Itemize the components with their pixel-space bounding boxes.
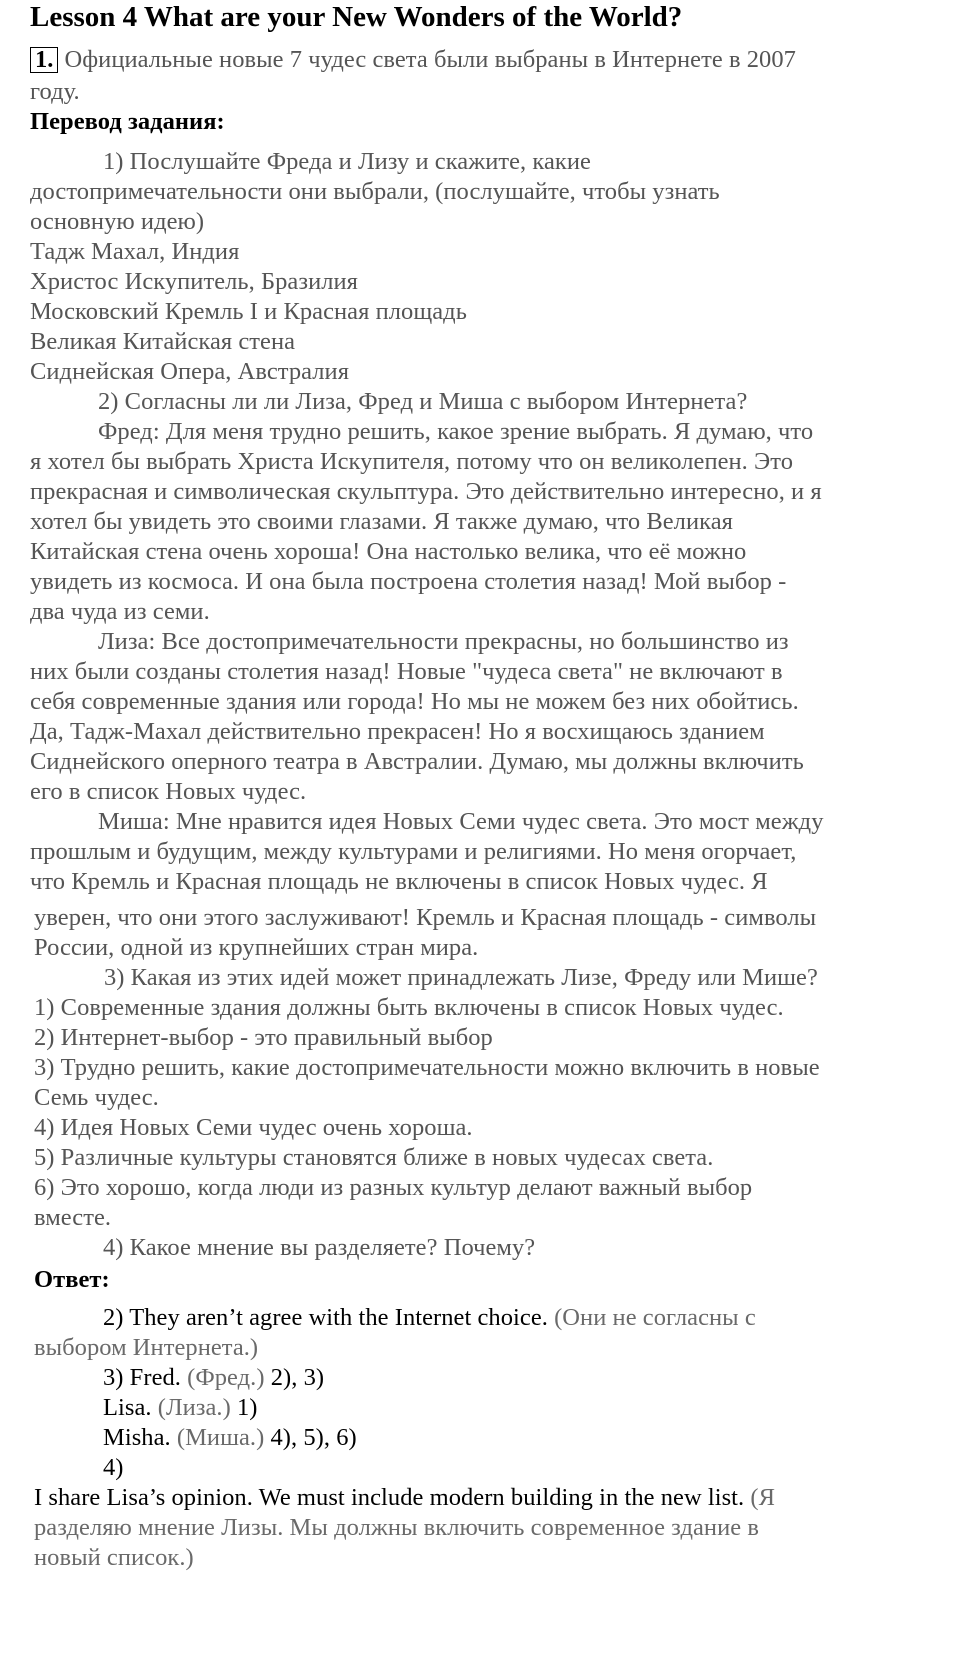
paragraph-line: них были созданы столетия назад! Новые "чудеса света" не включают в [30,658,783,685]
answer-text-en: 2) They aren’t agree with the Internet choice. [103,1304,548,1331]
list-item: Тадж Махал, Индия [30,238,240,265]
answer-line [34,1482,775,1513]
paragraph-line: 3) Какая из этих идей может принадлежать Лизе, Фреду или Мише? [104,964,818,991]
answer-text-ru: (Фред.) [180,1364,265,1391]
answer-text-en: 3) Fred. [103,1364,181,1391]
list-item: Семь чудес. [34,1084,159,1111]
paragraph-line: уверен, что они этого заслуживают! Кремль и Красная площадь - символы [34,904,817,931]
answer-line [103,1392,258,1423]
list-item: Сиднейская Опера, Австралия [30,358,350,385]
paragraph-line: я хотел бы выбрать Христа Искупителя, потому что он великолепен. Это [30,448,793,475]
translation-heading: Перевод задания: [30,108,225,135]
paragraph-line: Миша: Мне нравится идея Новых Семи чудес света. Это мост между [98,808,824,835]
answer-line: выбором Интернета.) [34,1334,259,1361]
list-item: 3) Трудно решить, какие достопримечательности можно включить в новые [34,1054,820,1081]
lesson-title: Lesson 4 What are your New Wonders of the World? [30,1,683,33]
paragraph-line: Да, Тадж-Махал действительно прекрасен! Но я восхищаюсь зданием [30,718,765,745]
paragraph-line: увидеть из космоса. И она была построена столетия назад! Мой выбор - [30,568,787,595]
answer-line [103,1422,357,1453]
task-intro-text: Официальные новые 7 чудес света были выбраны в Интернете в 2007 [64,46,796,73]
paragraph-line: два чуда из семи. [30,598,210,625]
answer-line [103,1302,756,1333]
paragraph-line: Сиднейского оперного театра в Австралии. Думаю, мы должны включить [30,748,804,775]
answer-text-en: I share Lisa’s opinion. We must include modern building in the new list. [34,1484,745,1511]
answer-numbers: 4), 5), 6) [264,1424,357,1451]
paragraph-line: достопримечательности они выбрали, (послушайте, чтобы узнать [30,178,720,205]
paragraph-line: что Кремль и Красная площадь не включены в список Новых чудес. Я [30,868,768,895]
answer-line: новый список.) [34,1544,194,1571]
list-item: 2) Интернет-выбор - это правильный выбор [34,1024,493,1051]
answer-line: разделяю мнение Лизы. Мы должны включить современное здание в [34,1514,759,1541]
paragraph-line: его в список Новых чудес. [30,778,307,805]
list-item: 4) Идея Новых Семи чудес очень хороша. [34,1114,473,1141]
paragraph-line: Лиза: Все достопримечательности прекрасны, но большинство из [98,628,789,655]
paragraph-line: хотел бы увидеть это своими глазами. Я также думаю, что Великая [30,508,733,535]
list-item: 6) Это хорошо, когда люди из разных культур делают важный выбор [34,1174,753,1201]
paragraph-line: основную идею) [30,208,205,235]
answer-text-ru: (Я [744,1484,775,1511]
list-item: Христос Искупитель, Бразилия [30,268,358,295]
task-intro-line [30,44,796,75]
paragraph-line: Фред: Для меня трудно решить, какое зрение выбрать. Я думаю, что [98,418,814,445]
paragraph-line: 1) Послушайте Фреда и Лизу и скажите, какие [103,148,591,175]
answer-text-en: Lisa. [103,1394,152,1421]
list-item: Великая Китайская стена [30,328,296,355]
answer-heading: Ответ: [34,1266,110,1293]
answer-numbers: 2), 3) [264,1364,325,1391]
list-item: Московский Кремль I и Красная площадь [30,298,467,325]
paragraph-line: 2) Согласны ли ли Лиза, Фред и Миша с выбором Интернета? [98,388,748,415]
answer-text-ru: (Лиза.) [151,1394,231,1421]
list-item: 1) Современные здания должны быть включены в список Новых чудес. [34,994,784,1021]
answer-numbers: 1) [230,1394,258,1421]
task-number-box: 1. [30,47,58,73]
paragraph-line: себя современные здания или города! Но мы не можем без них обойтись. [30,688,799,715]
task-intro-line: году. [30,78,80,105]
paragraph-line: прошлым и будущим, между культурами и религиями. Но меня огорчает, [30,838,797,865]
paragraph-line: России, одной из крупнейших стран мира. [34,934,479,961]
list-item: 5) Различные культуры становятся ближе в новых чудесах света. [34,1144,714,1171]
paragraph-line: Китайская стена очень хороша! Она настолько велика, что её можно [30,538,747,565]
answer-text-ru: (Миша.) [170,1424,265,1451]
answer-line: 4) [103,1454,124,1481]
answer-text-en: Misha. [103,1424,171,1451]
answer-text-ru: (Они не согласны с [547,1304,756,1331]
list-item: вместе. [34,1204,112,1231]
paragraph-line: прекрасная и символическая скульптура. Это действительно интересно, и я [30,478,822,505]
paragraph-line: 4) Какое мнение вы разделяете? Почему? [103,1234,536,1261]
answer-line [103,1362,324,1393]
